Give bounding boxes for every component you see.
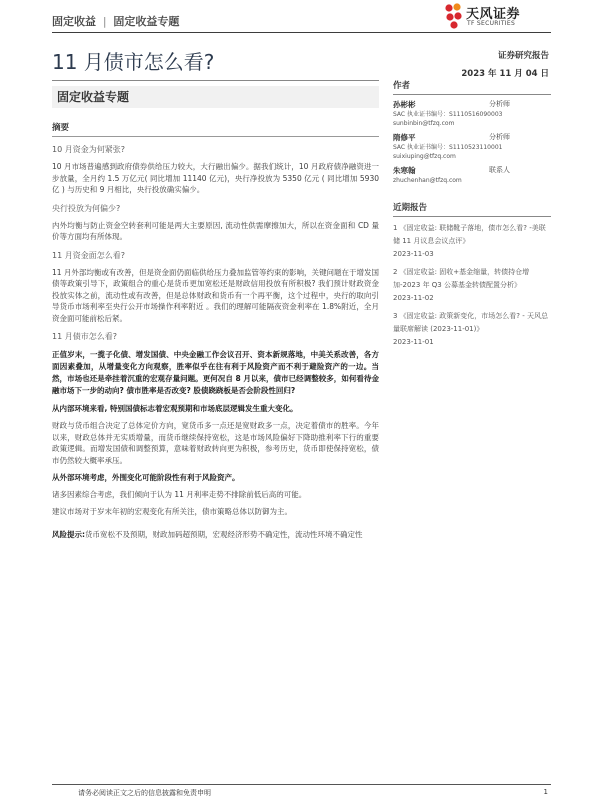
question-heading: 11 月资金面怎么看? xyxy=(52,250,125,260)
author-entry xyxy=(393,132,551,161)
body-paragraph: 建议市场对于岁末年初的宏观变化有所关注，债市策略总体以防御为主。 xyxy=(52,506,292,516)
question-heading: 10 月资金为何紧张? xyxy=(52,145,125,154)
logo-name: 天风证券 xyxy=(466,7,521,22)
page-title: 11 月债市怎么看? xyxy=(52,50,215,74)
author-email[interactable]: zhuchenhan@tfzq.com xyxy=(393,177,462,184)
related-report-item[interactable] xyxy=(393,222,551,261)
related-report-item[interactable] xyxy=(393,310,551,349)
report-date: 2023 年 11 月 04 日 xyxy=(461,69,549,79)
header-category xyxy=(52,13,179,29)
risk-warning xyxy=(52,529,379,541)
abstract-label: 摘要 xyxy=(52,123,70,133)
related-report-date: 2023-11-01 xyxy=(393,338,434,346)
authors-label: 作者 xyxy=(393,81,411,91)
footer-rule xyxy=(52,784,551,785)
logo-subtitle: TF SECURITIES xyxy=(467,20,516,27)
bold-paragraph: 从外部环境考虑，外围变化可能阶段性有利于风险资产。 xyxy=(52,473,240,482)
related-report-item[interactable] xyxy=(393,266,551,305)
body-paragraph: 诸多因素综合考虑，我们倾向于认为 11 月利率走势不排除前低后高的可能。 xyxy=(52,490,307,499)
authors-rule xyxy=(393,94,551,95)
author-name: 隋修平 xyxy=(393,133,416,142)
body-paragraph: 内外均衡与防止资金空转套利可能是两大主要原因, 流动性供需摩擦加大，所以在资金面和 CD 量价等方面均有所体现。 xyxy=(52,220,379,241)
body-paragraph: 11 月外部均衡或有改善，但是资金面仍面临供给压力叠加监管等约束的影响，关键问题在于增发国债等政策引导下，政策组合的重心是货币更加宽松还是财政信用投放有所积极? 我们预计财政资金投放实体之前，流动性或有改善，但是总体财政和货币有一个再平衡，这个过程中，央行的取向引导货币市场利率至央行公开市场操作利率附近 。我们的理解可能隔夜资金利率在 1.8%附近，全月资金面可能前松后紧。 xyxy=(52,267,379,323)
footer-disclaimer: 请务必阅读正文之后的信息披露和免责申明 xyxy=(78,789,211,797)
sidebar xyxy=(393,79,551,349)
body-paragraph: 10 月市场普遍感到政府债券供给压力较大，大行融出偏少。据我们统计，10 月政府债净融资进一步放量，全月约 1.5 万亿元( 同比增加 11140 亿元)，央行净投放为 5350 亿元 ( 同比增加 5930 亿 ) 与历史和 9 月相比，央行投放确实偏少。 xyxy=(52,162,379,194)
title-rule xyxy=(52,80,379,81)
related-report-title: 3 《固定收益: 政策新变化，市场怎么看? - 天风总量联席解读 (2023-11-01)》 xyxy=(393,312,548,333)
abstract-rule xyxy=(52,136,379,137)
related-report-date: 2023-11-02 xyxy=(393,294,434,302)
risk-label: 风险提示: xyxy=(52,530,85,539)
related-label: 近期报告 xyxy=(393,203,428,213)
author-role: 分析师 xyxy=(489,133,510,141)
header-rule xyxy=(52,32,551,33)
related-report-title: 2 《固定收益: 固收+基金缩量，转债持仓增加-2023 年 Q3 公募基金转债配置分析》 xyxy=(393,268,530,289)
author-email[interactable]: suixiuping@tfzq.com xyxy=(393,153,456,160)
main-column xyxy=(52,86,379,541)
author-name: 朱寒翰 xyxy=(393,166,416,175)
question-heading: 央行投放为何偏少? xyxy=(52,203,121,213)
body-paragraph: 财政与货币组合决定了总体定价方向，宽货币多一点还是宽财政多一点，决定着债市的胜率。今年以来，财政总体并无实质增量，而货币继续保持宽松，这是市场风险偏好下降助推利率下行的重要政策逻辑。而增发国债和调整预算，意味着财政转向更为积极，参考历史，货币即使保持宽松，债市仍然较大概率承压。 xyxy=(52,421,379,465)
related-report-date: 2023-11-03 xyxy=(393,250,434,258)
related-reports xyxy=(393,201,551,349)
author-email[interactable]: sunbinbin@tfzq.com xyxy=(393,120,455,127)
header-separator: | xyxy=(102,15,107,28)
author-entry xyxy=(393,165,551,185)
author-role: 分析师 xyxy=(489,100,510,108)
bold-paragraph: 从内部环境来看, 特别国债标志着宏观预期和市场底层逻辑发生重大变化。 xyxy=(52,404,298,413)
header-subcategory-label: 固定收益专题 xyxy=(113,15,180,28)
author-role: 联系人 xyxy=(489,166,510,174)
question-heading: 11 月债市怎么看? xyxy=(52,332,117,341)
author-sac: SAC 执业证书编号：S1110523110001 xyxy=(393,144,503,151)
bold-paragraph: 正值岁末，一揽子化债、增发国债、中央金融工作会议召开、资本新规落地，中美关系改善，各方面因素叠加，从增量变化方向观察，胜率似乎在往有利于风险资产而不利于避险资产的一边。当然，市场也还是牵挂着沉重的宏观存量问题。更何况自 8 月以来，债市已经调整较多，如何看待金融市场下一步的动向? 债市胜率是否改变? 股债跷跷板是否会阶段性回归? xyxy=(52,350,379,395)
report-type: 证券研究报告 xyxy=(497,51,549,61)
author-name: 孙彬彬 xyxy=(393,100,416,109)
related-report-title: 1 《固定收益: 联储靴子落地，债市怎么看? -美联储 11 月议息会议点评》 xyxy=(393,224,546,245)
author-sac: SAC 执业证书编号：S1110516090003 xyxy=(393,111,503,118)
author-entry xyxy=(393,99,551,128)
related-rule xyxy=(393,216,551,217)
section-banner: 固定收益专题 xyxy=(52,86,379,108)
risk-text: 货币宽松不及预期，财政加码超预期，宏观经济形势不确定性，流动性环境不确定性 xyxy=(85,530,363,539)
header-category-label: 固定收益 xyxy=(52,15,96,28)
page-number: 1 xyxy=(543,788,548,796)
